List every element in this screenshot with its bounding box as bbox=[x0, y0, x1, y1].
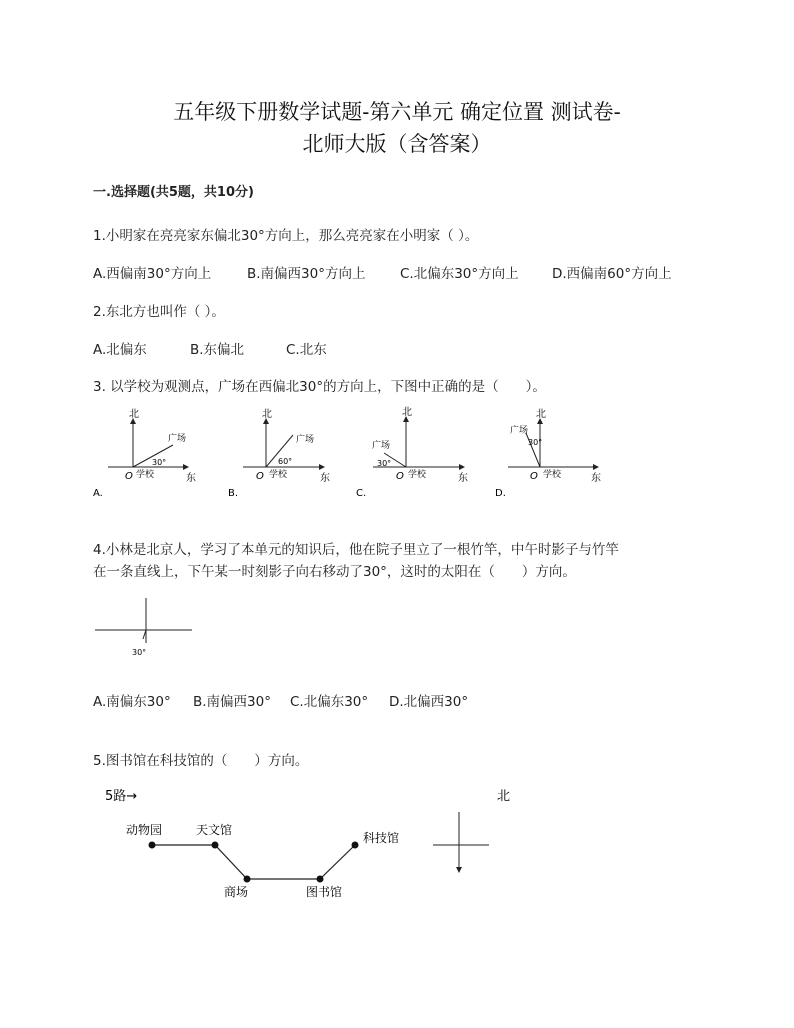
diagram-d-angle: 30° bbox=[528, 438, 543, 447]
diagram-d[interactable] bbox=[495, 408, 601, 499]
title-line-1: 五年级下册数学试题-第六单元 确定位置 测试卷- bbox=[173, 100, 621, 124]
q4-option-d[interactable]: D.北偏西30° bbox=[389, 694, 469, 710]
diagram-b[interactable] bbox=[228, 408, 330, 499]
q1-option-d[interactable]: D.西偏南60°方向上 bbox=[552, 266, 672, 282]
diagram-a-origin: O bbox=[125, 471, 133, 482]
stop-observatory-dot bbox=[212, 842, 219, 849]
q2-option-c[interactable]: C.北东 bbox=[286, 342, 327, 358]
diagram-c-east: 东 bbox=[458, 473, 468, 484]
diagram-d-letter: D. bbox=[495, 488, 506, 499]
stop-science-museum-dot bbox=[352, 842, 359, 849]
diagram-c-letter: C. bbox=[356, 488, 367, 499]
diagram-c-place: 广场 bbox=[372, 441, 391, 451]
diagram-d-north: 北 bbox=[536, 409, 546, 420]
stop-observatory-label: 天文馆 bbox=[196, 823, 233, 837]
diagram-c-origin: O bbox=[396, 471, 404, 482]
q3-diagrams bbox=[88, 405, 608, 505]
diagram-c[interactable] bbox=[356, 406, 468, 499]
diagram-b-origin: O bbox=[256, 471, 264, 482]
bus-route-label: 5路→ bbox=[105, 789, 138, 804]
section-heading: 一.选择题(共5题，共10分) bbox=[93, 185, 254, 200]
diagram-c-north: 北 bbox=[402, 407, 412, 418]
diagram-d-origin: O bbox=[530, 471, 538, 482]
question-3-text: 3. 以学校为观测点，广场在西偏北30°的方向上，下图中正确的是（ ）。 bbox=[93, 379, 546, 395]
diagram-c-school: 学校 bbox=[408, 470, 427, 480]
question-4-line-2: 在一条直线上，下午某一时刻影子向右移动了30°，这时的太阳在（ ）方向。 bbox=[93, 564, 576, 580]
q1-option-c[interactable]: C.北偏东30°方向上 bbox=[400, 266, 519, 282]
diagram-a[interactable] bbox=[93, 408, 196, 499]
stop-zoo-label: 动物园 bbox=[126, 823, 163, 837]
question-1-text: 1.小明家在亮亮家东偏北30°方向上，那么亮亮家在小明家（ ）。 bbox=[93, 228, 479, 244]
map-north-label: 北 bbox=[497, 789, 511, 804]
stop-science-museum-label: 科技馆 bbox=[363, 831, 400, 845]
title-line-2: 北师大版（含答案） bbox=[302, 132, 492, 156]
q4-option-c[interactable]: C.北偏东30° bbox=[290, 694, 369, 710]
q4-shadow-diagram bbox=[90, 595, 200, 660]
diagram-d-place: 广场 bbox=[510, 426, 529, 436]
diagram-b-letter: B. bbox=[228, 488, 239, 499]
diagram-a-east: 东 bbox=[186, 473, 196, 484]
diagram-a-letter: A. bbox=[93, 488, 103, 499]
q4-angle-label: 30° bbox=[132, 648, 147, 657]
diagram-c-angle: 30° bbox=[377, 459, 392, 468]
q1-option-b[interactable]: B.南偏西30°方向上 bbox=[247, 266, 366, 282]
diagram-b-angle: 60° bbox=[278, 457, 293, 466]
q1-option-a[interactable]: A.西偏南30°方向上 bbox=[93, 266, 212, 282]
diagram-d-east: 东 bbox=[591, 473, 601, 484]
diagram-b-place: 广场 bbox=[296, 435, 315, 445]
stop-library-dot bbox=[317, 876, 324, 883]
diagram-b-east: 东 bbox=[320, 473, 330, 484]
stop-mall-label: 商场 bbox=[224, 885, 249, 899]
diagram-b-school: 学校 bbox=[269, 470, 288, 480]
diagram-a-north: 北 bbox=[129, 409, 139, 420]
question-5-text: 5.图书馆在科技馆的（ ）方向。 bbox=[93, 753, 309, 769]
stop-zoo-dot bbox=[149, 842, 156, 849]
q4-option-a[interactable]: A.南偏东30° bbox=[93, 694, 171, 710]
stop-mall-dot bbox=[244, 876, 251, 883]
q5-bus-route-map bbox=[95, 782, 535, 902]
diagram-a-place: 广场 bbox=[168, 434, 187, 444]
q2-option-a[interactable]: A.北偏东 bbox=[93, 342, 147, 358]
stop-library-label: 图书馆 bbox=[306, 885, 343, 899]
q4-option-b[interactable]: B.南偏西30° bbox=[193, 694, 271, 710]
question-4-line-1: 4.小林是北京人，学习了本单元的知识后，他在院子里立了一根竹竿，中午时影子与竹竿 bbox=[93, 542, 619, 558]
diagram-a-school: 学校 bbox=[136, 470, 155, 480]
diagram-b-north: 北 bbox=[262, 409, 272, 420]
q2-option-b[interactable]: B.东偏北 bbox=[190, 342, 245, 358]
diagram-a-angle: 30° bbox=[152, 458, 167, 467]
question-2-text: 2.东北方也叫作（ ）。 bbox=[93, 304, 225, 320]
diagram-d-school: 学校 bbox=[543, 470, 562, 480]
